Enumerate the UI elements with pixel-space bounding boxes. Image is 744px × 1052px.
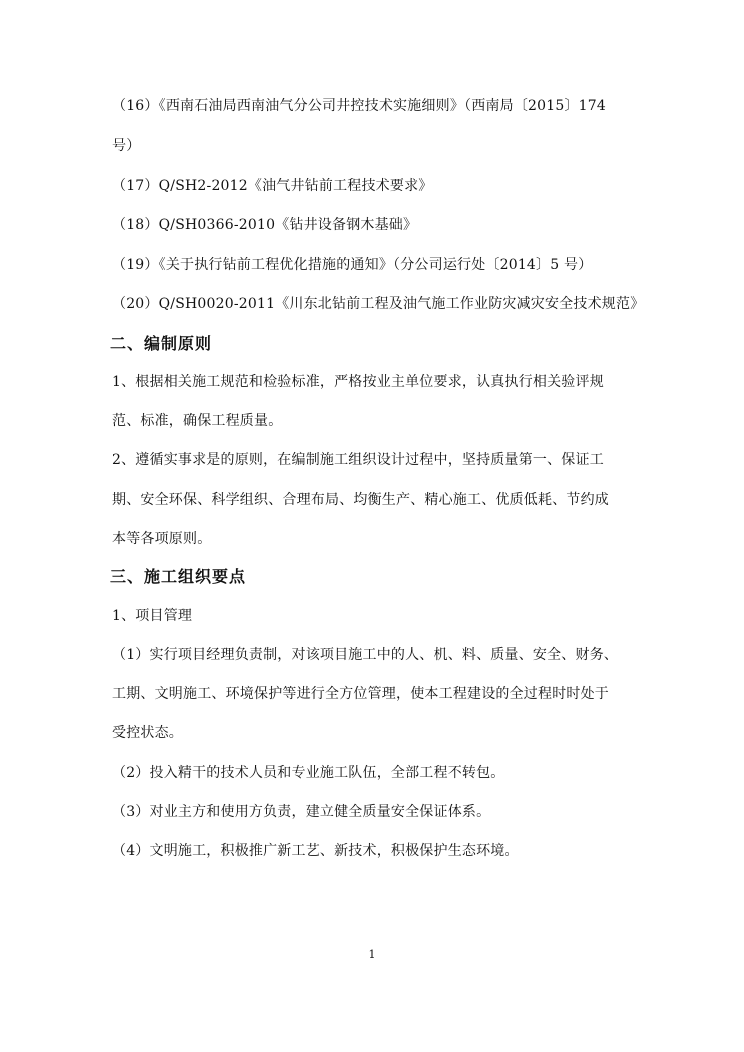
section-3-heading: 三、施工组织要点 bbox=[110, 567, 247, 586]
principle-2-line-3: 本等各项原则。 bbox=[112, 531, 212, 547]
section-2-heading: 二、编制原则 bbox=[110, 334, 213, 353]
reference-item-20: （20）Q/SH0020-2011《川东北钻前工程及油气施工作业防灾减灾安全技术规范》 bbox=[112, 296, 645, 312]
reference-item-19: （19）《关于执行钻前工程优化措施的通知》（分公司运行处〔2014〕5 号） bbox=[112, 257, 593, 273]
principle-1-line-2: 范、标准，确保工程质量。 bbox=[112, 413, 283, 429]
subsection-project-management: 1、项目管理 bbox=[112, 608, 193, 624]
principle-2-line-1: 2、遵循实事求是的原则，在编制施工组织设计过程中，坚持质量第一、保证工 bbox=[112, 452, 604, 468]
management-item-3: （3）对业主方和使用方负责，建立健全质量安全保证体系。 bbox=[112, 804, 491, 820]
page-number: 1 bbox=[368, 948, 376, 961]
reference-item-18: （18）Q/SH0366-2010《钻井设备钢木基础》 bbox=[112, 217, 418, 233]
management-item-1-line-2: 工期、文明施工、环境保护等进行全方位管理，使本工程建设的全过程时时处于 bbox=[112, 686, 609, 702]
principle-2-line-2: 期、安全环保、科学组织、合理布局、均衡生产、精心施工、优质低耗、节约成 bbox=[112, 492, 609, 508]
reference-item-16-line-1: （16）《西南石油局西南油气分公司井控技术实施细则》（西南局〔2015〕174 bbox=[112, 98, 606, 114]
management-item-1-line-1: （1）实行项目经理负责制，对该项目施工中的人、机、料、质量、安全、财务、 bbox=[112, 647, 619, 663]
management-item-4: （4）文明施工，积极推广新工艺、新技术，积极保护生态环境。 bbox=[112, 843, 519, 859]
management-item-1-line-3: 受控状态。 bbox=[112, 725, 183, 741]
reference-item-16-line-2: 号） bbox=[112, 138, 141, 154]
principle-1-line-1: 1、根据相关施工规范和检验标准，严格按业主单位要求，认真执行相关验评规 bbox=[112, 374, 604, 390]
reference-item-17: （17）Q/SH2-2012《油气井钻前工程技术要求》 bbox=[112, 178, 433, 194]
management-item-2: （2）投入精干的技术人员和专业施工队伍，全部工程不转包。 bbox=[112, 765, 505, 781]
